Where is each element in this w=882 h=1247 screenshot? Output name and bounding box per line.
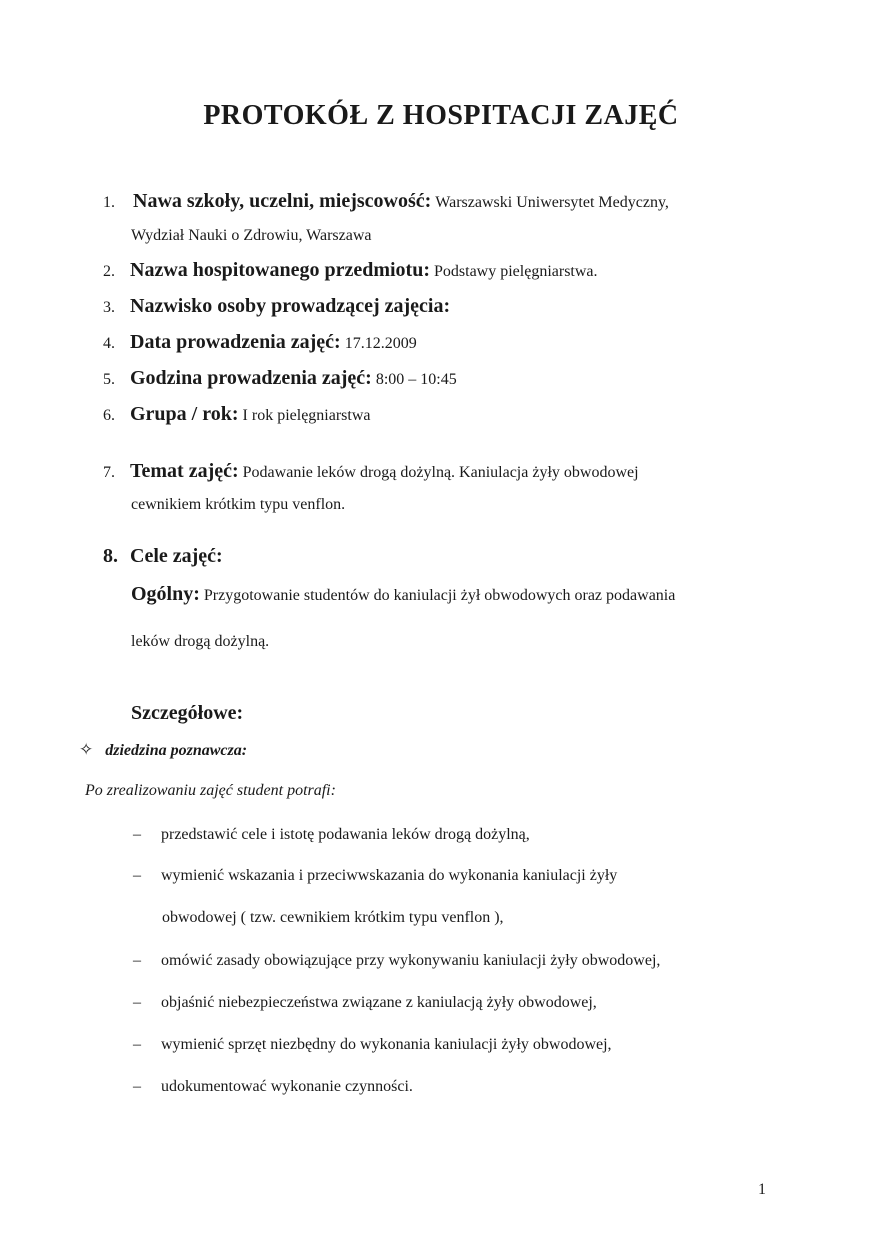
domain-label: dziedzina poznawcza: xyxy=(105,742,248,759)
list-item xyxy=(103,295,450,318)
list-item xyxy=(103,403,371,426)
list-item xyxy=(103,545,223,568)
item-label: Grupa / rok: xyxy=(130,403,239,425)
intro-text: Po zrealizowaniu zajęć student potrafi: xyxy=(85,782,336,799)
item-value: Podawanie leków drogą dożylną. Kaniulacja żyły obwodowej xyxy=(242,464,639,481)
item-number: 4. xyxy=(103,335,115,352)
dash-icon: – xyxy=(133,867,141,884)
page-title: PROTOKÓŁ Z HOSPITACJI ZAJĘĆ xyxy=(203,100,679,131)
item-continuation: cewnikiem krótkim typu venflon. xyxy=(131,496,346,513)
item-number: 3. xyxy=(103,299,115,316)
list-item xyxy=(103,331,417,354)
dash-icon: – xyxy=(133,952,141,969)
bullet-item xyxy=(133,1036,612,1054)
bullet-text: przedstawić cele i istotę podawania leków drogą dożylną, xyxy=(161,826,530,843)
item-value: I rok pielęgniarstwa xyxy=(242,407,371,424)
general-goal-value: Przygotowanie studentów do kaniulacji żył obwodowych oraz podawania xyxy=(203,587,676,604)
bullet-text: wymienić wskazania i przeciwwskazania do wykonania kaniulacji żyły xyxy=(161,867,618,884)
item-number: 1. xyxy=(103,194,115,211)
bullet-item xyxy=(133,826,530,844)
domain-line xyxy=(79,740,247,760)
bullet-continuation: obwodowej ( tzw. cewnikiem krótkim typu venflon ), xyxy=(162,909,504,926)
item-label: Godzina prowadzenia zajęć: xyxy=(130,367,372,389)
bullet-item xyxy=(133,1078,413,1096)
item-number: 5. xyxy=(103,371,115,388)
general-goal-label: Ogólny: xyxy=(131,583,200,605)
item-number: 8. xyxy=(103,545,118,567)
item-label: Data prowadzenia zajęć: xyxy=(130,331,341,353)
item-value: 17.12.2009 xyxy=(344,335,417,352)
item-value: Warszawski Uniwersytet Medyczny, xyxy=(435,194,669,211)
bullet-item xyxy=(133,994,597,1012)
dash-icon: – xyxy=(133,994,141,1011)
bullet-text: udokumentować wykonanie czynności. xyxy=(161,1078,413,1095)
bullet-text: wymienić sprzęt niezbędny do wykonania kaniulacji żyły obwodowej, xyxy=(161,1036,612,1053)
general-goal xyxy=(131,583,675,606)
bullet-item xyxy=(133,952,660,970)
list-item xyxy=(103,367,457,390)
item-continuation: Wydział Nauki o Zdrowiu, Warszawa xyxy=(131,227,372,244)
bullet-text: objaśnić niebezpieczeństwa związane z kaniulacją żyły obwodowej, xyxy=(161,994,597,1011)
item-label: Nazwisko osoby prowadzącej zajęcia: xyxy=(130,295,451,317)
item-value: Podstawy pielęgniarstwa. xyxy=(434,263,598,280)
general-goal-continuation: leków drogą dożylną. xyxy=(131,633,270,650)
page-number: 1 xyxy=(758,1181,766,1198)
bullet-item xyxy=(133,867,617,885)
item-label: Temat zajęć: xyxy=(130,460,239,482)
item-number: 7. xyxy=(103,464,115,481)
item-number: 6. xyxy=(103,407,115,424)
item-label: Cele zajęć: xyxy=(130,545,223,567)
item-label: Nazwa hospitowanego przedmiotu: xyxy=(130,259,430,281)
dash-icon: – xyxy=(133,826,141,843)
dash-icon: – xyxy=(133,1036,141,1053)
list-item xyxy=(103,460,639,483)
item-value: 8:00 – 10:45 xyxy=(375,371,457,388)
detailed-heading: Szczegółowe: xyxy=(131,702,244,724)
diamond-icon: ✧ xyxy=(79,740,94,759)
list-item xyxy=(103,259,598,282)
item-label: Nawa szkoły, uczelni, miejscowość: xyxy=(133,190,432,212)
list-item xyxy=(103,190,669,213)
bullet-text: omówić zasady obowiązujące przy wykonywaniu kaniulacji żyły obwodowej, xyxy=(161,952,661,969)
item-number: 2. xyxy=(103,263,115,280)
dash-icon: – xyxy=(133,1078,141,1095)
